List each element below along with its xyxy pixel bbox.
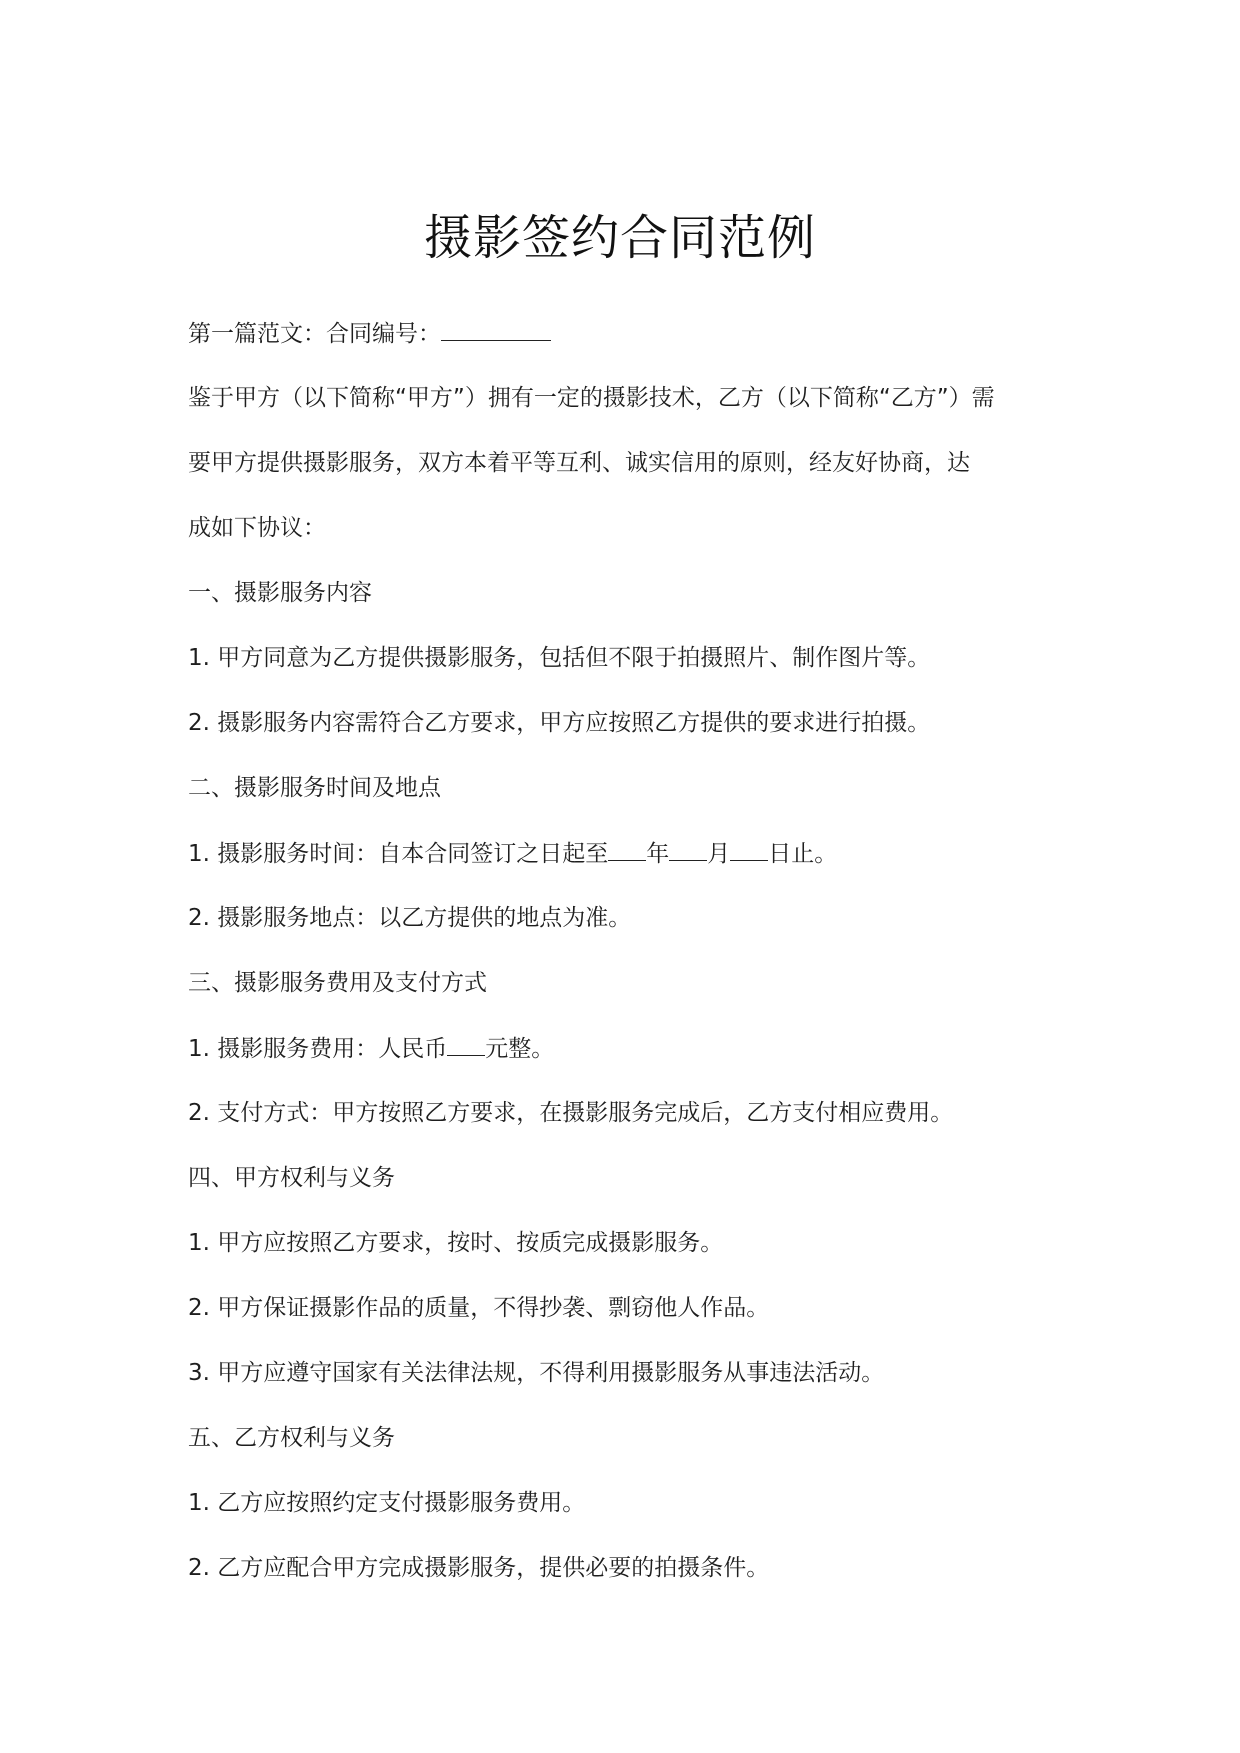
month-label: 月 [707,841,731,867]
clause: 2. 乙方应配合甲方完成摄影服务，提供必要的拍摄条件。 [188,1555,770,1581]
clause: 2. 甲方保证摄影作品的质量，不得抄袭、剽窃他人作品。 [188,1295,770,1321]
clause: 1. 乙方应按照约定支付摄影服务费用。 [188,1490,586,1516]
clause: 2. 摄影服务内容需符合乙方要求，甲方应按照乙方提供的要求进行拍摄。 [188,710,931,736]
year-blank [608,838,646,861]
document-body [188,318,1068,1618]
document-title: 摄影签约合同范例 [423,210,816,266]
amount-blank [447,1033,485,1056]
preamble-line: 要甲方提供摄影服务，双方本着平等互利、诚实信用的原则，经友好协商，达 [188,450,970,476]
section-heading-4: 四、甲方权利与义务 [188,1165,395,1191]
clause: 3. 甲方应遵守国家有关法律法规，不得利用摄影服务从事违法活动。 [188,1360,885,1386]
currency-suffix: 元整。 [485,1036,555,1062]
contract-number-line [188,318,1068,383]
clause: 1. 甲方应按照乙方要求，按时、按质完成摄影服务。 [188,1230,724,1256]
section-heading-1: 一、摄影服务内容 [188,580,372,606]
section-heading-5: 五、乙方权利与义务 [188,1425,395,1451]
clause: 2. 摄影服务地点：以乙方提供的地点为准。 [188,905,632,931]
day-blank [730,838,768,861]
clause-text: 1. 摄影服务费用：人民币 [188,1036,448,1062]
contract-number-label: 第一篇范文：合同编号： [188,321,441,347]
clause-text: 1. 摄影服务时间：自本合同签订之日起至 [188,841,609,867]
section-heading-2: 二、摄影服务时间及地点 [188,775,441,801]
clause: 1. 甲方同意为乙方提供摄影服务，包括但不限于拍摄照片、制作图片等。 [188,645,931,671]
clause: 2. 支付方式：甲方按照乙方要求，在摄影服务完成后，乙方支付相应费用。 [188,1100,954,1126]
day-label: 日止。 [768,841,838,867]
month-blank [669,838,707,861]
preamble-line: 成如下协议： [188,515,326,541]
clause-service-time [188,838,1068,903]
year-label: 年 [646,841,670,867]
clause-service-fee [188,1033,1068,1098]
section-heading-3: 三、摄影服务费用及支付方式 [188,970,487,996]
preamble-line: 鉴于甲方（以下简称“甲方”）拥有一定的摄影技术，乙方（以下简称“乙方”）需 [188,385,995,411]
contract-number-blank [441,318,551,341]
